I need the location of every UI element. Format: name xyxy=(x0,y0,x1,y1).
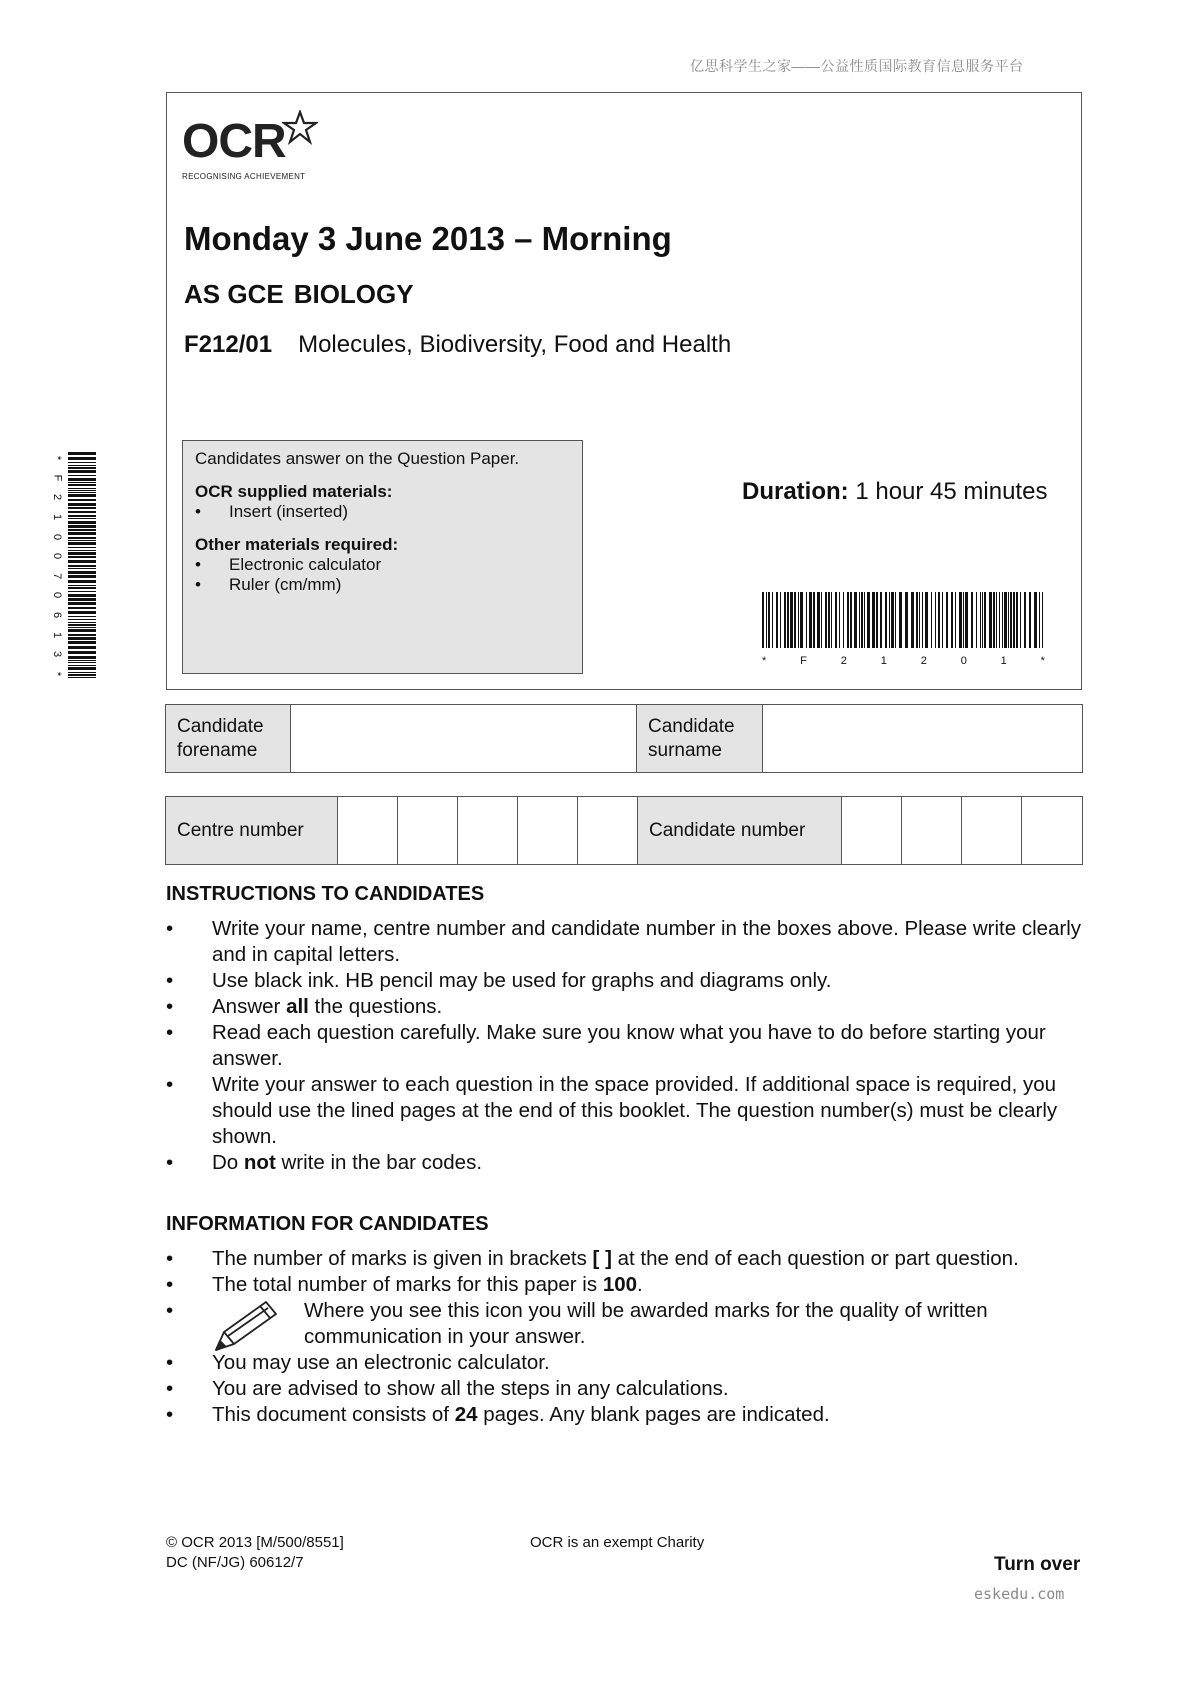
list-item xyxy=(166,994,1096,1020)
list-item xyxy=(166,1150,1096,1176)
barcode-bar xyxy=(835,592,837,648)
barcode-bar xyxy=(821,592,822,648)
barcode-bar xyxy=(68,484,96,486)
list-item xyxy=(166,1298,1096,1350)
candidate-number-box[interactable] xyxy=(842,797,902,864)
pencil-icon xyxy=(210,1298,280,1354)
barcode-bar xyxy=(68,585,96,586)
item-text: Answer xyxy=(212,995,287,1018)
qualification: AS GCE xyxy=(184,279,284,309)
other-item: • Electronic calculator xyxy=(195,555,570,575)
subject: BIOLOGY xyxy=(293,279,414,309)
barcode-bar xyxy=(1034,592,1037,648)
centre-number-box[interactable] xyxy=(458,797,518,864)
barcode-bar xyxy=(794,592,796,648)
barcode-bar xyxy=(880,592,882,648)
duration xyxy=(742,478,1047,506)
barcode-bar xyxy=(806,592,807,648)
item-text: Write your answer to each question in the space provided. If additional space is required, you should use the lined pages at the end of this booklet. The question number(s) must be clearly shown. xyxy=(212,1073,1058,1148)
item-text: The number of marks is given in brackets xyxy=(212,1247,593,1270)
barcode-bar xyxy=(776,592,778,648)
barcode-bar xyxy=(68,525,96,528)
barcode-digit: 3 xyxy=(51,651,63,658)
barcode-bar xyxy=(68,462,96,463)
paper-barcode xyxy=(762,592,1046,667)
item-emphasis: not xyxy=(243,1151,276,1174)
item-text: . xyxy=(637,1273,643,1296)
barcode-bar xyxy=(864,592,865,648)
list-item xyxy=(166,1376,1096,1402)
barcode-digit: * xyxy=(762,655,768,667)
candidate-number-box[interactable] xyxy=(902,797,962,864)
materials-box xyxy=(182,440,583,674)
barcode-bar xyxy=(68,672,96,673)
barcode-bar xyxy=(935,592,936,648)
barcode-bar xyxy=(68,457,96,460)
barcode-bar xyxy=(68,565,96,567)
list-item xyxy=(166,1246,1096,1272)
barcode-bar xyxy=(68,475,96,476)
barcode-bar xyxy=(68,646,96,649)
barcode-digit: 7 xyxy=(51,572,63,579)
paper-title: Molecules, Biodiversity, Food and Health xyxy=(298,331,732,358)
barcode-bar xyxy=(817,592,820,648)
forename-label: Candidate forename xyxy=(166,705,291,772)
centre-number-box[interactable] xyxy=(518,797,578,864)
barcode-bar xyxy=(68,622,96,623)
barcode-bar xyxy=(951,592,953,648)
barcode-bar xyxy=(959,592,962,648)
list-item xyxy=(166,1402,1096,1428)
item-text: You are advised to show all the steps in any calculations. xyxy=(212,1377,729,1400)
barcode-bar xyxy=(971,592,973,648)
barcode-bar xyxy=(996,592,997,648)
list-item xyxy=(166,1272,1096,1298)
barcode-bar xyxy=(68,616,96,617)
barcode-bar xyxy=(68,594,96,597)
barcode-bar xyxy=(68,470,96,473)
barcode-bar xyxy=(905,592,908,648)
barcode-bar xyxy=(885,592,887,648)
item-text: at the end of each question or part question. xyxy=(611,1247,1019,1270)
barcode-bar xyxy=(798,592,799,648)
barcode-bar xyxy=(68,492,96,493)
item-text: Use black ink. HB pencil may be used for graphs and diagrams only. xyxy=(212,969,832,992)
barcode-bar xyxy=(825,592,827,648)
barcode-digit: F xyxy=(50,474,63,481)
barcode-digit: 2 xyxy=(51,494,63,501)
item-emphasis: [ ] xyxy=(592,1247,612,1270)
barcode-bar xyxy=(68,641,96,644)
item-text: Write your name, centre number and candidate number in the boxes above. Please write clearly and in capital letters. xyxy=(212,917,1082,966)
barcode-bar xyxy=(1016,592,1018,648)
list-item xyxy=(166,968,1096,994)
barcode-bar xyxy=(68,465,96,466)
candidate-number-row xyxy=(165,796,1083,865)
side-barcode-bars xyxy=(54,452,98,680)
barcode-bar xyxy=(813,592,815,648)
barcode-bar xyxy=(68,598,96,601)
duration-value: 1 hour 45 minutes xyxy=(855,478,1048,505)
barcode-bar xyxy=(68,550,96,551)
barcode-bar xyxy=(68,494,96,497)
item-text: pages. Any blank pages are indicated. xyxy=(477,1403,830,1426)
barcode-bar xyxy=(809,592,812,648)
barcode-bar xyxy=(1039,592,1040,648)
barcode-digit: 2 xyxy=(840,655,848,667)
barcode-digit: 1 xyxy=(51,631,63,638)
barcode-bar xyxy=(68,515,96,517)
barcode-bar xyxy=(876,592,878,648)
item-text: You may use an electronic calculator. xyxy=(212,1351,550,1374)
item-text: Where you see this icon you will be awarded marks for the quality of written communication in your answer. xyxy=(304,1299,988,1348)
barcode-bar xyxy=(68,518,96,519)
centre-number-box[interactable] xyxy=(578,797,638,864)
barcode-bar xyxy=(919,592,920,648)
barcode-bar xyxy=(68,619,96,620)
barcode-bar xyxy=(999,592,1000,648)
barcode-digit: 2 xyxy=(920,655,928,667)
barcode-bar xyxy=(859,592,860,648)
barcode-bar xyxy=(895,592,896,648)
barcode-bar xyxy=(68,624,96,626)
duration-label: Duration: xyxy=(742,478,849,505)
barcode-digit: 0 xyxy=(51,592,63,599)
barcode-bar xyxy=(68,529,96,531)
candidate-number-box[interactable] xyxy=(962,797,1022,864)
information-heading: INFORMATION FOR CANDIDATES xyxy=(166,1213,489,1235)
barcode-bar xyxy=(787,592,789,648)
other-heading: Other materials required: xyxy=(195,535,399,554)
information-list xyxy=(166,1246,1096,1428)
barcode-bar xyxy=(68,662,96,663)
instructions-heading: INSTRUCTIONS TO CANDIDATES xyxy=(166,883,485,905)
list-item xyxy=(166,916,1096,968)
paper-code: F212/01 xyxy=(184,331,273,358)
centre-number-label: Centre number xyxy=(166,797,338,864)
barcode-bar xyxy=(965,592,968,648)
barcode-bar xyxy=(68,532,96,535)
barcode-bar xyxy=(68,575,96,578)
barcode-bar xyxy=(942,592,943,648)
barcode-bar xyxy=(68,542,96,545)
paper-line xyxy=(184,331,731,359)
barcode-bar xyxy=(68,629,96,632)
barcode-bar xyxy=(931,592,932,648)
barcode-bar xyxy=(768,592,770,648)
copyright: © OCR 2013 [M/500/8551] xyxy=(166,1534,344,1551)
barcode-bar xyxy=(1010,592,1012,648)
barcode-bar xyxy=(68,634,96,636)
surname-label: Candidate surname xyxy=(637,705,763,772)
barcode-bar xyxy=(68,537,96,539)
side-barcode xyxy=(52,452,98,680)
document-ref: DC (NF/JG) 60612/7 xyxy=(166,1554,304,1571)
barcode-bar xyxy=(68,452,96,455)
barcode-bar xyxy=(993,592,995,648)
barcode-digit: * xyxy=(51,671,63,677)
qualification-subject xyxy=(184,279,414,310)
barcode-bar xyxy=(922,592,923,648)
barcode-bar xyxy=(847,592,849,648)
barcode-bar xyxy=(911,592,914,648)
barcode-bar xyxy=(984,592,986,648)
supplied-item: • Insert (inserted) xyxy=(195,502,570,522)
barcode-digit: 0 xyxy=(960,655,968,667)
barcode-bar xyxy=(963,592,964,648)
other-item: • Ruler (cm/mm) xyxy=(195,575,570,595)
barcode-bar xyxy=(766,592,767,648)
barcode-bar xyxy=(68,611,96,614)
barcode-bar xyxy=(872,592,875,648)
barcode-digit: 0 xyxy=(51,533,63,540)
barcode-bar xyxy=(68,656,96,659)
barcode-bar xyxy=(68,511,96,513)
barcode-bars xyxy=(762,592,1046,648)
candidate-number-box[interactable] xyxy=(1022,797,1082,864)
barcode-bar xyxy=(68,467,96,469)
barcode-bar xyxy=(68,482,96,483)
centre-number-box[interactable] xyxy=(338,797,398,864)
barcode-bar xyxy=(68,627,96,628)
barcode-bar xyxy=(68,637,96,640)
barcode-bar xyxy=(899,592,902,648)
logo-tagline: RECOGNISING ACHIEVEMENT xyxy=(182,172,306,181)
barcode-bar xyxy=(68,587,96,589)
barcode-bar xyxy=(68,552,96,555)
candidate-number-label: Candidate number xyxy=(638,797,842,864)
forename-field[interactable] xyxy=(291,705,637,772)
barcode-bar xyxy=(68,602,96,605)
barcode-bar xyxy=(916,592,918,648)
item-emphasis: 24 xyxy=(454,1403,478,1426)
barcode-bar xyxy=(762,592,764,648)
supplied-heading: OCR supplied materials: xyxy=(195,482,393,501)
barcode-bar xyxy=(861,592,863,648)
star-icon xyxy=(282,110,318,146)
barcode-bar xyxy=(68,571,96,574)
barcode-bar xyxy=(68,490,96,491)
barcode-digit: * xyxy=(51,455,63,461)
barcode-bar xyxy=(982,592,983,648)
barcode-bar xyxy=(925,592,928,648)
barcode-bar xyxy=(68,503,96,506)
barcode-bar xyxy=(938,592,940,648)
barcode-bar xyxy=(800,592,803,648)
answer-note: Candidates answer on the Question Paper. xyxy=(195,449,520,468)
list-item xyxy=(166,1072,1096,1150)
barcode-bar xyxy=(68,507,96,509)
barcode-bar xyxy=(839,592,840,648)
barcode-bar xyxy=(1008,592,1009,648)
barcode-bar xyxy=(68,478,96,481)
item-text: the questions. xyxy=(308,995,443,1018)
barcode-bar xyxy=(1013,592,1015,648)
barcode-bar xyxy=(780,592,781,648)
barcode-digit: 0 xyxy=(51,553,63,560)
surname-field[interactable] xyxy=(763,705,1082,772)
item-text: write in the bar codes. xyxy=(275,1151,483,1174)
barcode-bar xyxy=(784,592,786,648)
barcode-bar xyxy=(68,665,96,666)
barcode-bar xyxy=(889,592,890,648)
barcode-bar xyxy=(68,651,96,654)
barcode-bar xyxy=(955,592,956,648)
barcode-bar xyxy=(850,592,852,648)
list-item xyxy=(166,1020,1096,1072)
barcode-bar xyxy=(1002,592,1003,648)
barcode-digit: F xyxy=(800,655,808,667)
barcode-bar xyxy=(946,592,948,648)
barcode-bar xyxy=(1004,592,1007,648)
barcode-bar xyxy=(843,592,844,648)
barcode-bar xyxy=(989,592,992,648)
logo-text: OCR xyxy=(182,115,286,168)
barcode-bar xyxy=(68,591,96,592)
watermark-bottom: eskedu.com xyxy=(974,1585,1065,1603)
barcode-digit: 1 xyxy=(880,655,888,667)
footer-left xyxy=(166,1533,344,1573)
barcode-bar xyxy=(68,560,96,563)
item-text: Read each question carefully. Make sure you know what you have to do before starting your answer. xyxy=(212,1021,1046,1070)
item-text: Do xyxy=(212,1151,244,1174)
barcode-digit: * xyxy=(1040,655,1046,667)
barcode-digit: 6 xyxy=(51,611,63,619)
barcode-bar xyxy=(828,592,830,648)
charity-note: OCR is an exempt Charity xyxy=(530,1534,705,1551)
barcode-bar xyxy=(68,499,96,501)
barcode-bar xyxy=(68,674,96,676)
barcode-bar xyxy=(68,660,96,661)
barcode-bar xyxy=(854,592,857,648)
watermark-top: 亿思科学生之家——公益性质国际教育信息服务平台 xyxy=(690,58,1024,74)
barcode-bar xyxy=(68,488,96,489)
barcode-bar xyxy=(68,667,96,670)
item-emphasis: all xyxy=(286,995,309,1018)
barcode-bar xyxy=(68,556,96,558)
barcode-bar xyxy=(867,592,870,648)
barcode-digit: 1 xyxy=(1000,655,1008,667)
barcode-bar xyxy=(68,580,96,583)
barcode-bar xyxy=(790,592,793,648)
turn-over: Turn over xyxy=(994,1554,1081,1575)
barcode-bar xyxy=(980,592,981,648)
exam-date-title: Monday 3 June 2013 – Morning xyxy=(184,220,672,257)
ocr-logo xyxy=(182,115,318,181)
barcode-bar xyxy=(772,592,773,648)
item-text: The total number of marks for this paper is xyxy=(212,1273,603,1296)
candidate-name-row xyxy=(165,704,1083,773)
barcode-bar xyxy=(68,677,96,678)
barcode-digits xyxy=(762,655,1046,667)
list-item xyxy=(166,1350,1096,1376)
barcode-bar xyxy=(1029,592,1031,648)
barcode-bar xyxy=(68,521,96,524)
centre-number-box[interactable] xyxy=(398,797,458,864)
barcode-bar xyxy=(68,607,96,609)
barcode-bar xyxy=(68,540,96,541)
item-emphasis: 100 xyxy=(602,1273,638,1296)
barcode-bar xyxy=(1024,592,1026,648)
barcode-bar xyxy=(1020,592,1021,648)
barcode-bar xyxy=(1042,592,1043,648)
barcode-bar xyxy=(891,592,894,648)
barcode-bar xyxy=(831,592,832,648)
instructions-list xyxy=(166,916,1096,1176)
barcode-bar xyxy=(68,547,96,548)
barcode-digit: 1 xyxy=(51,513,63,520)
item-text: This document consists of xyxy=(212,1403,455,1426)
barcode-bar xyxy=(976,592,977,648)
barcode-bar xyxy=(68,568,96,569)
